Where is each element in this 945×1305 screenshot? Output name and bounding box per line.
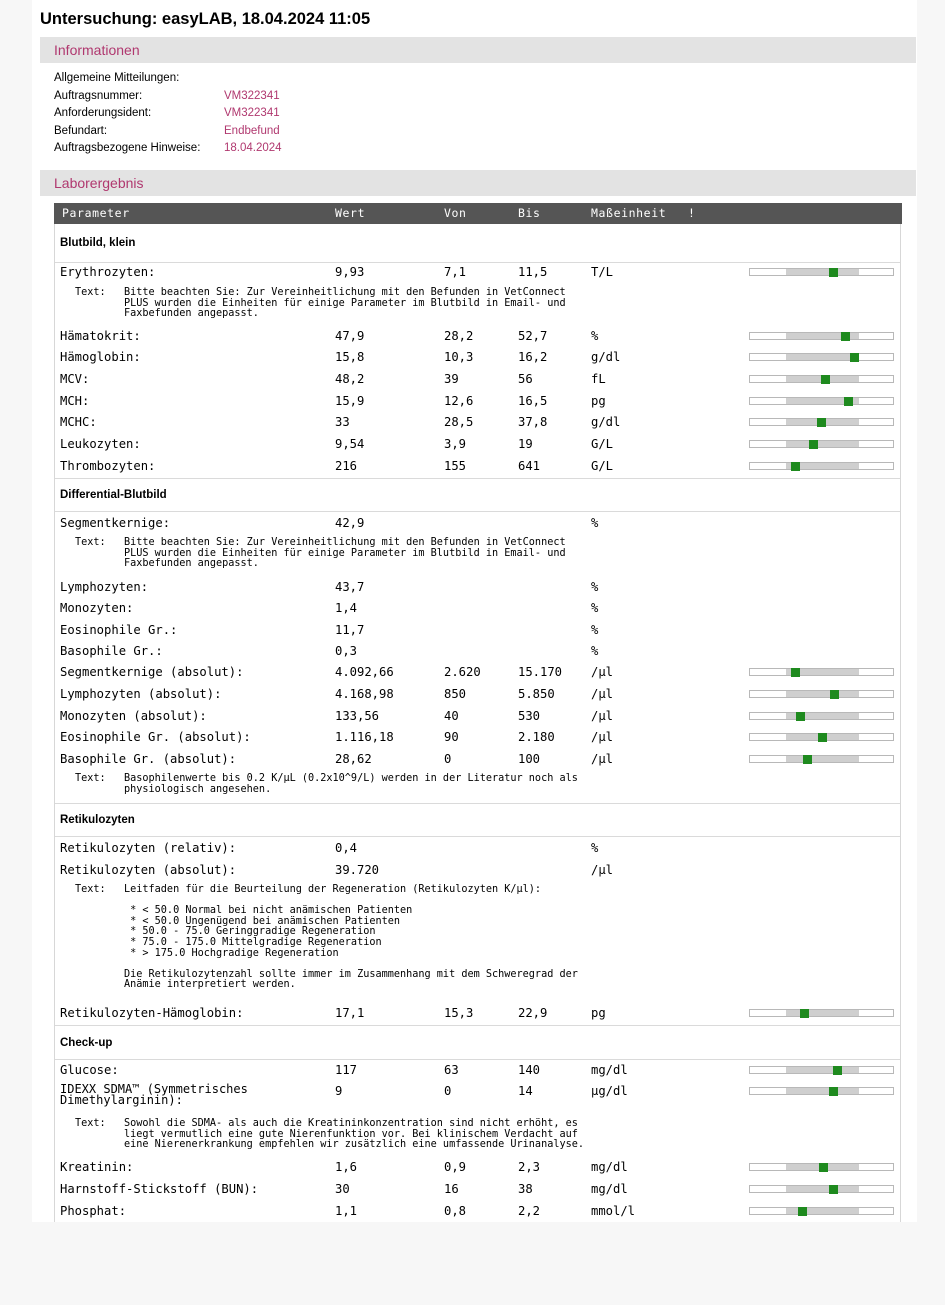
reference-range-bar bbox=[749, 668, 894, 676]
info-key: Anforderungsident: bbox=[54, 107, 152, 119]
group-title-blutbild: Blutbild, klein bbox=[60, 237, 136, 249]
reference-range-bar bbox=[749, 462, 894, 470]
group-title-checkup: Check-up bbox=[60, 1037, 113, 1049]
reference-range-zone bbox=[786, 1067, 859, 1073]
reference-range-zone bbox=[786, 269, 859, 275]
note-vetconnect bbox=[75, 287, 566, 320]
note-label: Text: bbox=[75, 773, 106, 784]
reference-range-zone bbox=[786, 354, 859, 360]
reference-range-bar bbox=[749, 1207, 894, 1215]
note-sdma bbox=[75, 1118, 585, 1151]
table-row bbox=[0, 516, 945, 534]
info-value: Endbefund bbox=[224, 124, 280, 137]
parameter-cell: Basophile Gr. (absolut): bbox=[60, 752, 237, 766]
ref-high-cell: 22,9 bbox=[518, 1006, 548, 1020]
value-cell: 9 bbox=[335, 1084, 343, 1098]
ref-high-cell: 2.180 bbox=[518, 730, 555, 744]
unit-cell: % bbox=[591, 580, 599, 594]
reference-range-bar bbox=[749, 712, 894, 720]
value-cell: 30 bbox=[335, 1182, 350, 1196]
unit-cell: G/L bbox=[591, 437, 614, 451]
unit-cell: % bbox=[591, 623, 599, 637]
value-cell: 42,9 bbox=[335, 516, 365, 530]
parameter-cell: Eosinophile Gr.: bbox=[60, 623, 178, 637]
ref-low-cell: 28,5 bbox=[444, 415, 474, 429]
table-row bbox=[0, 623, 945, 641]
reference-range-bar bbox=[749, 1163, 894, 1171]
unit-cell: pg bbox=[591, 1006, 606, 1020]
reference-range-bar bbox=[749, 418, 894, 426]
value-cell: 11,7 bbox=[335, 623, 365, 637]
reference-range-zone bbox=[786, 1010, 859, 1016]
ref-low-cell: 0 bbox=[444, 1084, 452, 1098]
value-marker bbox=[798, 1207, 807, 1216]
value-marker bbox=[833, 1066, 842, 1075]
ref-high-cell: 100 bbox=[518, 752, 541, 766]
ref-high-cell: 19 bbox=[518, 437, 533, 451]
value-marker bbox=[829, 1185, 838, 1194]
note-text: Bitte beachten Sie: Zur Vereinheitlichung mit den Befunden in VetConnect PLUS wurden die Einheiten für einige Parameter im Blutbild in Email- und Faxbefunden angepasst. bbox=[124, 287, 566, 320]
unit-cell: /µl bbox=[591, 752, 614, 766]
value-cell: 4.168,98 bbox=[335, 687, 394, 701]
ref-low-cell: 0 bbox=[444, 752, 452, 766]
ref-high-cell: 38 bbox=[518, 1182, 533, 1196]
ref-low-cell: 15,3 bbox=[444, 1006, 474, 1020]
header-wert: Wert bbox=[335, 206, 366, 220]
parameter-cell: Harnstoff-Stickstoff (BUN): bbox=[60, 1182, 259, 1196]
note-label: Text: bbox=[75, 884, 106, 895]
ref-high-cell: 16,2 bbox=[518, 350, 548, 364]
reference-range-bar bbox=[749, 733, 894, 741]
ref-low-cell: 0,9 bbox=[444, 1160, 467, 1174]
ref-low-cell: 63 bbox=[444, 1063, 459, 1077]
header-bis: Bis bbox=[518, 206, 541, 220]
value-cell: 9,54 bbox=[335, 437, 365, 451]
parameter-cell: Retikulozyten (absolut): bbox=[60, 863, 237, 877]
reference-range-bar bbox=[749, 1009, 894, 1017]
reference-range-bar bbox=[749, 375, 894, 383]
parameter-cell: Eosinophile Gr. (absolut): bbox=[60, 730, 251, 744]
ref-low-cell: 28,2 bbox=[444, 329, 474, 343]
note-label: Text: bbox=[75, 537, 106, 548]
header-unit: Maßeinheit bbox=[591, 206, 667, 220]
note-vetconnect bbox=[75, 537, 566, 570]
parameter-cell: Hämatokrit: bbox=[60, 329, 141, 343]
reference-range-zone bbox=[786, 441, 859, 447]
unit-cell: mg/dl bbox=[591, 1160, 628, 1174]
unit-cell: % bbox=[591, 516, 599, 530]
ref-high-cell: 11,5 bbox=[518, 265, 548, 279]
unit-cell: mg/dl bbox=[591, 1063, 628, 1077]
value-cell: 15,8 bbox=[335, 350, 365, 364]
ref-high-cell: 15.170 bbox=[518, 665, 563, 679]
ref-low-cell: 0,8 bbox=[444, 1204, 467, 1218]
header-flag: ! bbox=[688, 206, 696, 220]
header-parameter: Parameter bbox=[62, 206, 130, 220]
table-row bbox=[0, 601, 945, 619]
info-key: Auftragsbezogene Hinweise: bbox=[54, 142, 201, 154]
value-marker bbox=[818, 733, 827, 742]
table-header bbox=[54, 203, 902, 224]
value-cell: 17,1 bbox=[335, 1006, 365, 1020]
section-header-informationen bbox=[40, 37, 916, 63]
unit-cell: µg/dl bbox=[591, 1084, 628, 1098]
info-key: Befundart: bbox=[54, 124, 108, 137]
unit-cell: % bbox=[591, 644, 599, 658]
parameter-cell: Retikulozyten-Hämoglobin: bbox=[60, 1006, 244, 1020]
info-value: VM322341 bbox=[224, 89, 280, 102]
parameter-cell: Monozyten (absolut): bbox=[60, 709, 207, 723]
value-cell: 1,6 bbox=[335, 1160, 358, 1174]
note-retikulozyten bbox=[75, 884, 578, 991]
reference-range-bar bbox=[749, 1066, 894, 1074]
reference-range-zone bbox=[786, 691, 859, 697]
note-label: Text: bbox=[75, 287, 106, 298]
info-value: 18.04.2024 bbox=[224, 142, 282, 154]
value-marker bbox=[809, 440, 818, 449]
ref-high-cell: 37,8 bbox=[518, 415, 548, 429]
parameter-cell: Kreatinin: bbox=[60, 1160, 134, 1174]
unit-cell: % bbox=[591, 841, 599, 855]
value-marker bbox=[800, 1009, 809, 1018]
ref-high-cell: 140 bbox=[518, 1063, 541, 1077]
info-key: Allgemeine Mitteilungen: bbox=[54, 72, 180, 84]
value-cell: 0,3 bbox=[335, 644, 358, 658]
ref-high-cell: 14 bbox=[518, 1084, 533, 1098]
table-row bbox=[0, 841, 945, 859]
ref-low-cell: 850 bbox=[444, 687, 467, 701]
parameter-cell: Retikulozyten (relativ): bbox=[60, 841, 237, 855]
group-title-retikulozyten: Retikulozyten bbox=[60, 814, 135, 826]
section-header-laborergebnis bbox=[40, 170, 916, 196]
reference-range-bar bbox=[749, 397, 894, 405]
value-cell: 9,93 bbox=[335, 265, 365, 279]
parameter-cell: Thrombozyten: bbox=[60, 459, 156, 473]
note-text: Sowohl die SDMA- als auch die Kreatininkonzentration sind nicht erhöht, es liegt vermutlich eine gute Nierenfunktion vor. Bei klinischem Verdacht auf eine Nierenerkrankung empfehlen wir zusätzlich eine umfassende Urinanalyse. bbox=[124, 1118, 585, 1151]
group-divider bbox=[55, 803, 900, 804]
unit-cell: /µl bbox=[591, 730, 614, 744]
unit-cell: g/dl bbox=[591, 350, 621, 364]
value-marker bbox=[817, 418, 826, 427]
value-cell: 43,7 bbox=[335, 580, 365, 594]
table-row bbox=[0, 580, 945, 598]
reference-range-bar bbox=[749, 755, 894, 763]
info-key: Auftragsnummer: bbox=[54, 89, 143, 102]
reference-range-bar bbox=[749, 1185, 894, 1193]
value-cell: 216 bbox=[335, 459, 358, 473]
value-marker bbox=[844, 397, 853, 406]
group-divider bbox=[55, 262, 900, 263]
ref-low-cell: 12,6 bbox=[444, 394, 474, 408]
reference-range-bar bbox=[749, 1087, 894, 1095]
value-marker bbox=[796, 712, 805, 721]
parameter-cell: Segmentkernige (absolut): bbox=[60, 665, 244, 679]
ref-high-cell: 16,5 bbox=[518, 394, 548, 408]
value-marker bbox=[821, 375, 830, 384]
reference-range-bar bbox=[749, 353, 894, 361]
ref-low-cell: 40 bbox=[444, 709, 459, 723]
value-cell: 1.116,18 bbox=[335, 730, 394, 744]
parameter-cell: MCV: bbox=[60, 372, 90, 386]
unit-cell: G/L bbox=[591, 459, 614, 473]
header-von: Von bbox=[444, 206, 467, 220]
unit-cell: pg bbox=[591, 394, 606, 408]
parameter-cell: Hämoglobin: bbox=[60, 350, 141, 364]
group-divider bbox=[55, 1059, 900, 1060]
reference-range-zone bbox=[786, 1208, 859, 1214]
note-text: Basophilenwerte bis 0.2 K/µL (0.2x10^9/L) werden in der Literatur noch als physiologisch angesehen. bbox=[124, 773, 578, 795]
parameter-cell: Basophile Gr.: bbox=[60, 644, 163, 658]
ref-high-cell: 52,7 bbox=[518, 329, 548, 343]
group-title-differential: Differential-Blutbild bbox=[60, 489, 167, 501]
unit-cell: /µl bbox=[591, 709, 614, 723]
reference-range-zone bbox=[786, 1186, 859, 1192]
ref-low-cell: 90 bbox=[444, 730, 459, 744]
reference-range-bar bbox=[749, 332, 894, 340]
table-row bbox=[0, 644, 945, 662]
value-marker bbox=[850, 353, 859, 362]
parameter-cell: Lymphozyten: bbox=[60, 580, 149, 594]
value-marker bbox=[830, 690, 839, 699]
value-marker bbox=[841, 332, 850, 341]
parameter-cell: Segmentkernige: bbox=[60, 516, 171, 530]
value-cell: 48,2 bbox=[335, 372, 365, 386]
parameter-cell: Leukozyten: bbox=[60, 437, 141, 451]
ref-low-cell: 7,1 bbox=[444, 265, 467, 279]
value-marker bbox=[803, 755, 812, 764]
value-cell: 15,9 bbox=[335, 394, 365, 408]
note-text: Leitfaden für die Beurteilung der Regeneration (Retikulozyten K/µl): * < 50.0 Normal bei nicht anämischen Patienten * < 50.0 Ungenügend bei anämischen Patienten * 50.0 - 75.0 Geringgradige Regeneration * 75.0 - 175.0 Mittelgradige Regeneration * > 175.0 Hochgradige Regeneration Die Retikulozytenzahl sollte immer im Zusammenhang mit dem Schweregrad der Anämie interpretiert werden. bbox=[124, 884, 578, 991]
group-divider bbox=[55, 478, 900, 479]
value-marker bbox=[829, 1087, 838, 1096]
ref-high-cell: 2,3 bbox=[518, 1160, 541, 1174]
unit-cell: fL bbox=[591, 372, 606, 386]
unit-cell: /µl bbox=[591, 665, 614, 679]
parameter-cell: IDEXX SDMA™ (Symmetrisches Dimethylarginin): bbox=[60, 1082, 248, 1107]
group-divider bbox=[55, 1025, 900, 1026]
parameter-cell: MCHC: bbox=[60, 415, 97, 429]
parameter-cell: Monozyten: bbox=[60, 601, 134, 615]
note-basophile bbox=[75, 773, 578, 806]
group-divider bbox=[55, 511, 900, 512]
unit-cell: /µl bbox=[591, 687, 614, 701]
unit-cell: % bbox=[591, 601, 599, 615]
value-cell: 47,9 bbox=[335, 329, 365, 343]
value-cell: 1,1 bbox=[335, 1204, 358, 1218]
value-marker bbox=[829, 268, 838, 277]
reference-range-bar bbox=[749, 268, 894, 276]
unit-cell: g/dl bbox=[591, 415, 621, 429]
reference-range-zone bbox=[786, 756, 859, 762]
note-text: Bitte beachten Sie: Zur Vereinheitlichung mit den Befunden in VetConnect PLUS wurden die Einheiten für einige Parameter im Blutbild in Email- und Faxbefunden angepasst. bbox=[124, 537, 566, 570]
value-cell: 1,4 bbox=[335, 601, 358, 615]
parameter-cell: Lymphozyten (absolut): bbox=[60, 687, 222, 701]
section-title: Laborergebnis bbox=[54, 175, 144, 191]
ref-high-cell: 530 bbox=[518, 709, 541, 723]
info-value: VM322341 bbox=[224, 107, 280, 119]
reference-range-zone bbox=[786, 1088, 859, 1094]
parameter-cell: Phosphat: bbox=[60, 1204, 127, 1218]
unit-cell: mmol/l bbox=[591, 1204, 636, 1218]
value-cell: 133,56 bbox=[335, 709, 380, 723]
parameter-cell: Glucose: bbox=[60, 1063, 119, 1077]
ref-low-cell: 39 bbox=[444, 372, 459, 386]
ref-low-cell: 3,9 bbox=[444, 437, 467, 451]
ref-high-cell: 641 bbox=[518, 459, 541, 473]
value-cell: 0,4 bbox=[335, 841, 358, 855]
value-cell: 28,62 bbox=[335, 752, 372, 766]
reference-range-bar bbox=[749, 440, 894, 448]
ref-low-cell: 16 bbox=[444, 1182, 459, 1196]
parameter-cell: MCH: bbox=[60, 394, 90, 408]
value-cell: 39.720 bbox=[335, 863, 380, 877]
reference-range-bar bbox=[749, 690, 894, 698]
note-label: Text: bbox=[75, 1118, 106, 1129]
unit-cell: /µl bbox=[591, 863, 614, 877]
ref-high-cell: 5.850 bbox=[518, 687, 555, 701]
value-cell: 117 bbox=[335, 1063, 358, 1077]
unit-cell: % bbox=[591, 329, 599, 343]
ref-low-cell: 2.620 bbox=[444, 665, 481, 679]
unit-cell: T/L bbox=[591, 265, 614, 279]
value-marker bbox=[791, 462, 800, 471]
table-row bbox=[0, 863, 945, 881]
group-divider bbox=[55, 836, 900, 837]
ref-high-cell: 2,2 bbox=[518, 1204, 541, 1218]
ref-high-cell: 56 bbox=[518, 372, 533, 386]
page-title: Untersuchung: easyLAB, 18.04.2024 11:05 bbox=[40, 10, 371, 28]
parameter-cell: Erythrozyten: bbox=[60, 265, 156, 279]
value-marker bbox=[819, 1163, 828, 1172]
unit-cell: mg/dl bbox=[591, 1182, 628, 1196]
value-cell: 33 bbox=[335, 415, 350, 429]
value-cell: 4.092,66 bbox=[335, 665, 394, 679]
ref-low-cell: 155 bbox=[444, 459, 467, 473]
ref-low-cell: 10,3 bbox=[444, 350, 474, 364]
section-title: Informationen bbox=[54, 42, 140, 58]
value-marker bbox=[791, 668, 800, 677]
